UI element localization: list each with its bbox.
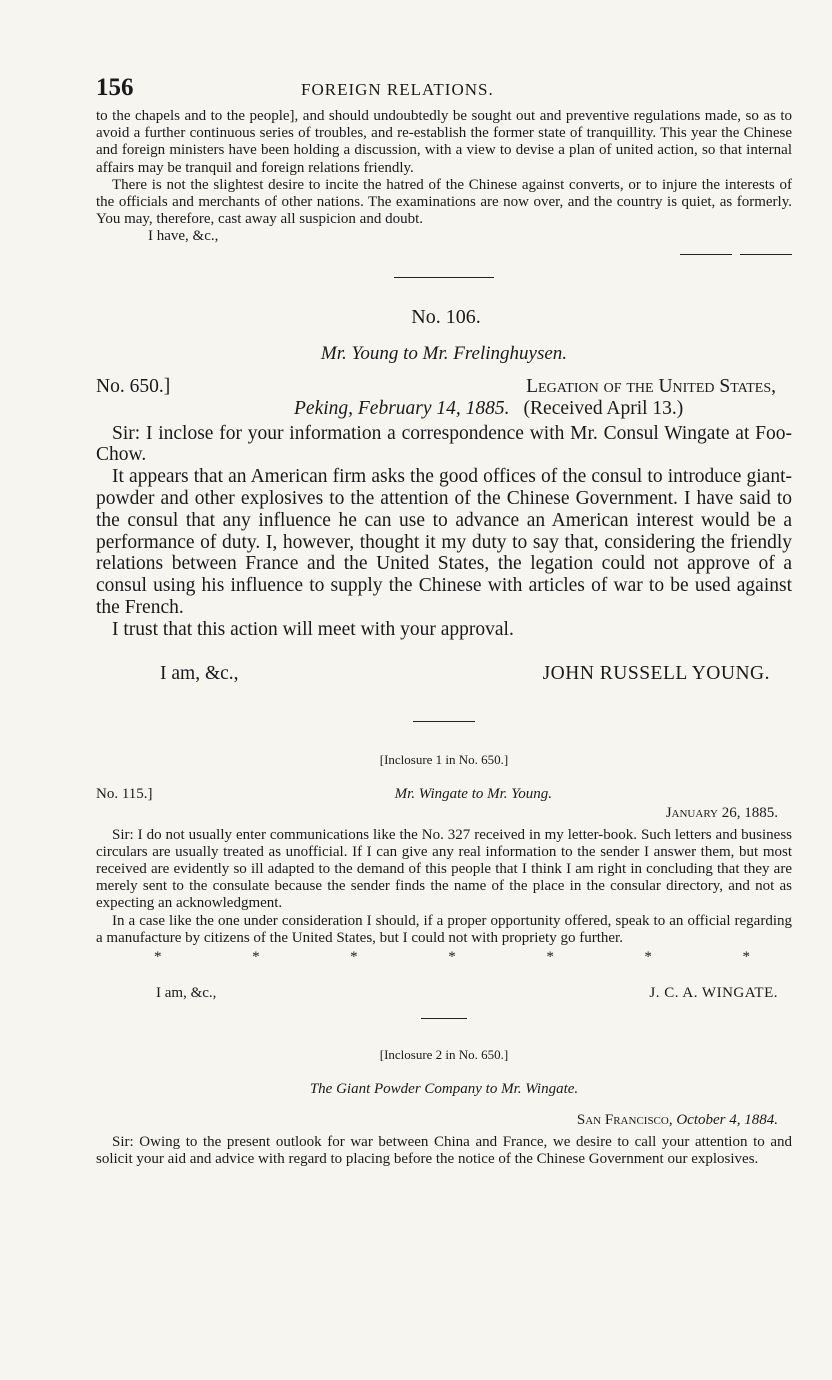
legation-heading: Legation of the United States, [526,375,776,397]
signature-blank-line [740,254,792,255]
inclosure-1-heading [96,786,792,803]
inclosure-2-date: October 4, 1884. [676,1112,778,1129]
inclosure-1-paragraph-2: In a case like the one under consideration I should, if a proper opportunity offered, speak to an official regarding a manufacture by citizens of the United States, but I could not with propriety go further. [96,912,792,946]
inclosure-1-title: Mr. Wingate to Mr. Young. [394,785,552,802]
place-date: Peking, February 14, 1885. [294,397,510,419]
inclosure-1-closing: I am, &c., [156,985,217,1002]
inclosure-2-place: San Francisco, [576,1112,673,1129]
inclosure-1-reference: No. 115.] [96,785,153,802]
star: * [154,949,162,966]
document-number: No. 106. [411,305,481,328]
inclosure-1-label: [Inclosure 1 in No. 650.] [379,751,509,767]
signature-blank-line [680,254,732,255]
letter-paragraph-3: I trust that this action will meet with your approval. [112,618,514,640]
star: * [252,949,260,966]
continuation-closing: I have, &c., [148,228,219,245]
inclosure-1-paragraph-1: Sir: I do not usually enter communications like the No. 327 received in my letter-book. Such letters and business circulars are usually treated as unofficial. If I can give any real information to the sender I answer them, but most received are evidently so ill adapted to the demand of this people that I think I am right in concluding that they are merely sent to the consulate because the sender finds the name of the place in the consular directory, and not as expecting an acknowledgment. [96,826,792,912]
received-date: (Received April 13.) [523,397,684,419]
star: * [742,949,750,966]
inclosure-2-title: The Giant Powder Company to Mr. Wingate. [309,1081,579,1098]
letter-signature: JOHN RUSSELL YOUNG. [542,662,770,684]
letter-reference: No. 650.] [96,375,171,397]
section-divider [413,721,475,722]
inclosure-2-dateline [96,1112,792,1129]
page [96,74,792,1168]
inclosure-1-date: January 26, 1885. [665,804,778,821]
section-divider [421,1018,467,1019]
letter-paragraph-2: It appears that an American firm asks the good offices of the consul to introduce giant-powder and other explosives to the attention of the Chinese Government. I have said to the consul that any influence he can use to advance an American interest would be a performance of duty. I, however, thought it my duty to say that, considering the friendly relations between France and the United States, the legation could not approve of a consul using his influence to supply the Chinese with articles of war to be used against the French. [96,466,792,618]
running-title: FOREIGN RELATIONS. [301,80,494,99]
inclosure-1-signature-block [96,969,792,1002]
letter-dateline [96,398,792,420]
inclosure-2-label: [Inclosure 2 in No. 650.] [379,1047,509,1063]
continuation-paragraph-2: There is not the slightest desire to incite the hatred of the Chinese against converts, or to injure the interests of the officials and merchants of other nations. The examinations are now over, and the country is quiet, as formerly. You may, therefore, cast away all suspicion and doubt. [96,176,792,228]
letter-closing: I am, &c., [160,662,239,684]
page-header [96,74,792,108]
star: * [546,949,554,966]
star: * [448,949,456,966]
letter-signature-block [96,641,792,685]
signature-blank-lines [96,254,792,255]
continuation-paragraph-1: to the chapels and to the people], and should undoubtedly be sought out and preventive regulations made, so as to avoid a further continuous series of troubles, and re-establish the former state of tranquillity. This year the Chinese and foreign ministers have been holding a discussion, with a view to devise a plan of united action, so that internal affairs may be tranquil and foreign relations friendly. [96,108,792,176]
ellipsis-stars [96,949,792,966]
star: * [644,949,652,966]
section-divider [394,277,494,278]
letter-heading [96,376,792,398]
page-number: 156 [96,74,134,101]
letter-paragraph-1: Sir: I inclose for your information a correspondence with Mr. Consul Wingate at Foo-Chow. [96,422,792,466]
inclosure-2-paragraph-1: Sir: Owing to the present outlook for war between China and France, we desire to call your attention to and solicit your aid and advice with regard to placing before the notice of the Chinese Government our explosives. [96,1134,792,1168]
inclosure-1-signature: J. C. A. WINGATE. [649,985,778,1002]
document-title: Mr. Young to Mr. Frelinghuysen. [320,342,568,364]
star: * [350,949,358,966]
